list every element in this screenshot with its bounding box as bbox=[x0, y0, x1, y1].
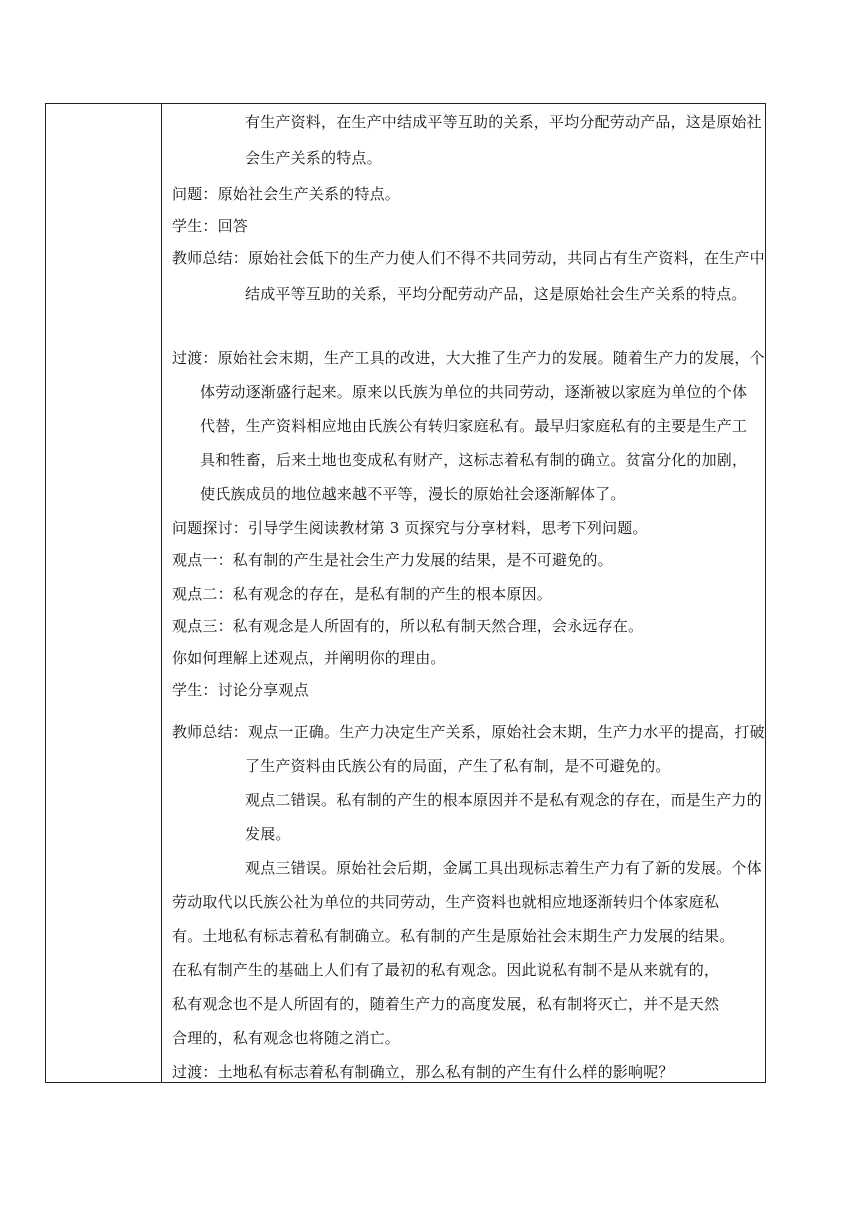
paragraph-line: 你如何理解上述观点，并阐明你的理由。 bbox=[172, 649, 446, 667]
paragraph-line: 教师总结：观点一正确。生产力决定生产关系，原始社会末期，生产力水平的提高，打破 bbox=[172, 723, 765, 741]
paragraph-line: 有。土地私有标志着私有制确立。私有制的产生是原始社会末期生产力发展的结果。 bbox=[172, 927, 735, 945]
paragraph-line: 会生产关系的特点。 bbox=[245, 149, 382, 167]
paragraph-line: 有生产资料，在生产中结成平等互助的关系，平均分配劳动产品，这是原始社 bbox=[245, 113, 762, 131]
paragraph-line: 问题：原始社会生产关系的特点。 bbox=[172, 185, 401, 203]
paragraph-line: 合理的，私有观念也将随之消亡。 bbox=[172, 1029, 401, 1047]
paragraph-line: 观点二：私有观念的存在，是私有制的产生的根本原因。 bbox=[172, 585, 553, 603]
paragraph-line: 学生：讨论分享观点 bbox=[172, 681, 309, 699]
paragraph-line: 过渡：原始社会末期，生产工具的改进，大大推了生产力的发展。随着生产力的发展，个 bbox=[172, 349, 765, 367]
paragraph-line: 结成平等互助的关系，平均分配劳动产品，这是原始社会生产关系的特点。 bbox=[245, 285, 747, 303]
paragraph-line: 观点一：私有制的产生是社会生产力发展的结果，是不可避免的。 bbox=[172, 551, 613, 569]
paragraph-line: 私有观念也不是人所固有的，随着生产力的高度发展，私有制将灭亡，并不是天然 bbox=[172, 995, 720, 1013]
paragraph-line: 具和牲畜，后来土地也变成私有财产，这标志着私有制的确立。贫富分化的加剧， bbox=[200, 451, 748, 469]
paragraph-line: 教师总结：原始社会低下的生产力使人们不得不共同劳动，共同占有生产资料，在生产中 bbox=[172, 249, 765, 267]
paragraph-line: 过渡：土地私有标志着私有制确立，那么私有制的产生有什么样的影响呢？ bbox=[172, 1063, 674, 1081]
paragraph-line: 发展。 bbox=[245, 825, 291, 843]
paragraph-line: 劳动取代以氏族公社为单位的共同劳动，生产资料也就相应地逐渐转归个体家庭私 bbox=[172, 893, 720, 911]
paragraph-line: 观点三：私有观念是人所固有的，所以私有制天然合理，会永远存在。 bbox=[172, 617, 644, 635]
paragraph-line: 了生产资料由氏族公有的局面，产生了私有制，是不可避免的。 bbox=[245, 757, 671, 775]
paragraph-line: 学生：回答 bbox=[172, 217, 249, 235]
paragraph-line: 观点三错误。原始社会后期，金属工具出现标志着生产力有了新的发展。个体 bbox=[245, 859, 762, 877]
lesson-table bbox=[45, 103, 766, 1083]
paragraph-line: 使氏族成员的地位越来越不平等，漫长的原始社会逐渐解体了。 bbox=[200, 485, 626, 503]
paragraph-line: 在私有制产生的基础上人们有了最初的私有观念。因此说私有制不是从来就有的， bbox=[172, 961, 720, 979]
left-column-cell bbox=[46, 104, 162, 1082]
paragraph-line: 代替，生产资料相应地由氏族公有转归家庭私有。最早归家庭私有的主要是生产工 bbox=[200, 417, 748, 435]
paragraph-line: 体劳动逐渐盛行起来。原来以氏族为单位的共同劳动，逐渐被以家庭为单位的个体 bbox=[200, 383, 748, 401]
paragraph-line: 观点二错误。私有制的产生的根本原因并不是私有观念的存在，而是生产力的 bbox=[245, 791, 762, 809]
paragraph-line: 问题探讨：引导学生阅读教材第 3 页探究与分享材料，思考下列问题。 bbox=[172, 519, 648, 537]
